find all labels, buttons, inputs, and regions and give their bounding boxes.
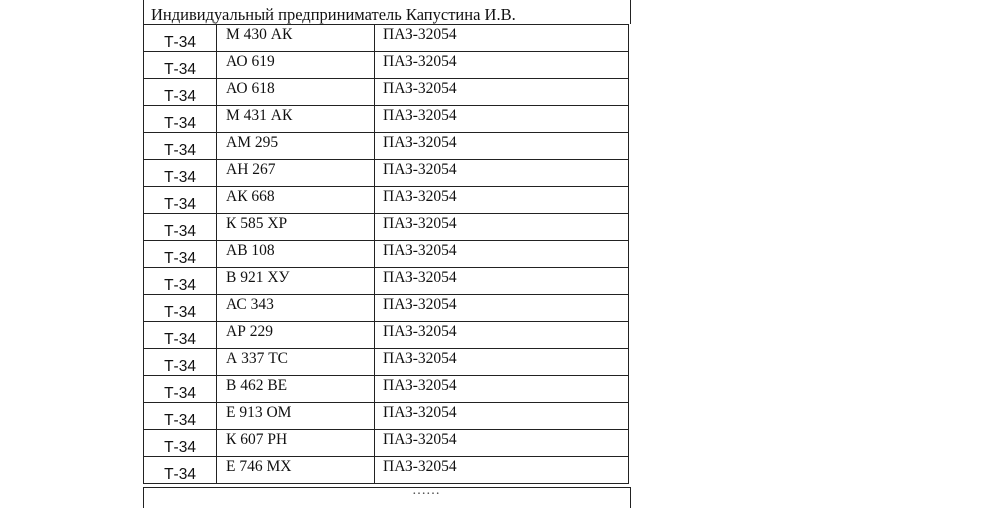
model-cell: ПАЗ-32054 [375, 52, 629, 79]
table-row [144, 133, 629, 160]
route-cell: Т-34 [144, 133, 217, 160]
plate-cell: М 430 АК [217, 25, 375, 52]
route-cell: Т-34 [144, 187, 217, 214]
table-row [144, 25, 629, 52]
model-cell: ПАЗ-32054 [375, 160, 629, 187]
route-cell: Т-34 [144, 268, 217, 295]
route-cell: Т-34 [144, 457, 217, 484]
plate-cell: АН 267 [217, 160, 375, 187]
table-row [144, 160, 629, 187]
route-cell: Т-34 [144, 25, 217, 52]
plate-cell: К 585 ХР [217, 214, 375, 241]
model-cell: ПАЗ-32054 [375, 322, 629, 349]
model-cell: ПАЗ-32054 [375, 133, 629, 160]
operator-header: Индивидуальный предприниматель Капустина И.В. [143, 6, 629, 25]
table-row [144, 268, 629, 295]
route-cell: Т-34 [144, 79, 217, 106]
plate-cell: А 337 ТС [217, 349, 375, 376]
model-cell: ПАЗ-32054 [375, 295, 629, 322]
model-cell: ПАЗ-32054 [375, 241, 629, 268]
plate-cell: М 431 АК [217, 106, 375, 133]
plate-cell: Е 913 ОМ [217, 403, 375, 430]
plate-cell: АВ 108 [217, 241, 375, 268]
cut-off-text: …… [412, 483, 440, 498]
route-cell: Т-34 [144, 52, 217, 79]
model-cell: ПАЗ-32054 [375, 349, 629, 376]
model-cell: ПАЗ-32054 [375, 79, 629, 106]
table-row [144, 403, 629, 430]
table-row [144, 349, 629, 376]
table-row [144, 106, 629, 133]
route-cell: Т-34 [144, 106, 217, 133]
model-cell: ПАЗ-32054 [375, 403, 629, 430]
table-row [144, 295, 629, 322]
plate-cell: К 607 РН [217, 430, 375, 457]
model-cell: ПАЗ-32054 [375, 106, 629, 133]
table-row [144, 430, 629, 457]
model-cell: ПАЗ-32054 [375, 457, 629, 484]
plate-cell: В 462 ВЕ [217, 376, 375, 403]
table-row [144, 322, 629, 349]
table-row [144, 241, 629, 268]
plate-cell: АО 619 [217, 52, 375, 79]
plate-cell: АМ 295 [217, 133, 375, 160]
route-cell: Т-34 [144, 214, 217, 241]
vehicle-table [143, 24, 629, 484]
table-row [144, 52, 629, 79]
model-cell: ПАЗ-32054 [375, 430, 629, 457]
route-cell: Т-34 [144, 295, 217, 322]
route-cell: Т-34 [144, 241, 217, 268]
model-cell: ПАЗ-32054 [375, 268, 629, 295]
route-cell: Т-34 [144, 376, 217, 403]
plate-cell: В 921 ХУ [217, 268, 375, 295]
route-cell: Т-34 [144, 322, 217, 349]
plate-cell: АР 229 [217, 322, 375, 349]
table-row [144, 187, 629, 214]
route-cell: Т-34 [144, 349, 217, 376]
model-cell: ПАЗ-32054 [375, 25, 629, 52]
model-cell: ПАЗ-32054 [375, 376, 629, 403]
table-row [144, 214, 629, 241]
table-row [144, 457, 629, 484]
plate-cell: Е 746 МХ [217, 457, 375, 484]
route-cell: Т-34 [144, 160, 217, 187]
document-sheet [143, 0, 631, 498]
plate-cell: АК 668 [217, 187, 375, 214]
table-row [144, 79, 629, 106]
route-cell: Т-34 [144, 403, 217, 430]
model-cell: ПАЗ-32054 [375, 214, 629, 241]
model-cell: ПАЗ-32054 [375, 187, 629, 214]
table-row [144, 376, 629, 403]
plate-cell: АО 618 [217, 79, 375, 106]
plate-cell: АС 343 [217, 295, 375, 322]
route-cell: Т-34 [144, 430, 217, 457]
